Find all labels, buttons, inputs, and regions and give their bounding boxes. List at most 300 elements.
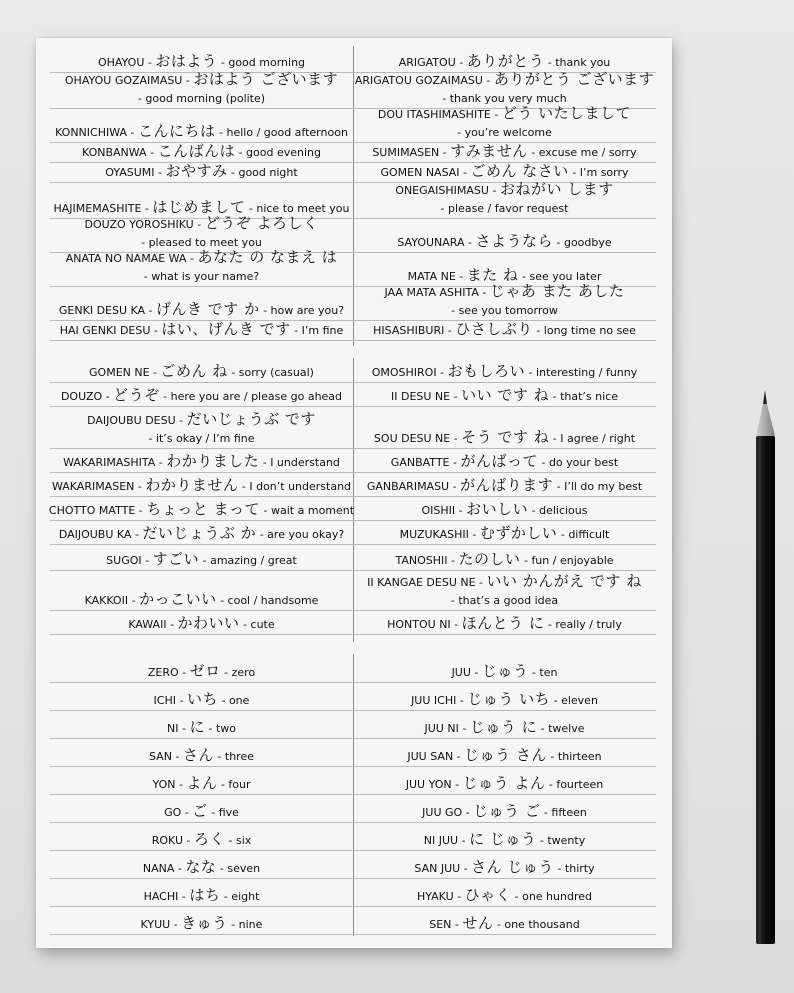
romaji-text: SUGOI	[106, 554, 142, 568]
separator-dash: -	[183, 834, 194, 848]
romaji-text: JAA MATA ASHITA	[384, 286, 479, 300]
separator-dash: -	[102, 390, 114, 404]
meaning-text: really / truly	[555, 618, 622, 632]
separator-dash: -	[220, 666, 232, 680]
romaji-text: KYUU	[140, 918, 171, 932]
kana-text: おはよう	[155, 52, 218, 71]
meaning-text: goodbye	[563, 236, 612, 250]
kana-text: ご	[192, 802, 208, 821]
meaning-text: that’s nice	[560, 390, 618, 404]
meaning-text: delicious	[539, 504, 588, 518]
separator-dash: -	[127, 126, 138, 140]
meaning-text: nine	[238, 918, 263, 932]
kana-text: はち	[189, 886, 221, 905]
romaji-text: OHAYOU	[97, 56, 145, 70]
romaji-text: HONTOU NI	[387, 618, 451, 632]
table-row	[50, 544, 656, 571]
meaning-text: please / favor request	[448, 202, 569, 216]
romaji-text: ZERO	[147, 666, 179, 680]
separator-dash: -	[150, 324, 162, 338]
meaning-text: thank you	[555, 56, 611, 70]
entry-line	[149, 746, 254, 764]
entry-line	[422, 802, 587, 820]
meaning-text: thirty	[564, 862, 595, 876]
vocab-entry	[353, 878, 656, 906]
romaji-text: DOU ITASHIMASHITE	[377, 108, 491, 122]
vocab-entry	[353, 906, 656, 934]
kana-text: に じゅう	[469, 830, 537, 849]
entry-line	[60, 320, 344, 338]
separator-dash: -	[131, 528, 143, 542]
entry-line	[391, 386, 618, 404]
meaning-text: one thousand	[504, 918, 580, 932]
separator-dash: -	[537, 456, 549, 470]
vocab-entry	[353, 252, 656, 286]
kana-text: がんばります	[460, 476, 554, 495]
kana-text: じゅう さん	[464, 746, 547, 765]
vocab-entry	[50, 496, 353, 520]
numbers-section	[50, 654, 656, 936]
meaning-text: interesting / funny	[536, 366, 638, 380]
entry-line	[82, 142, 321, 160]
separator-dash: -	[459, 166, 471, 180]
separator-dash: -	[175, 414, 187, 428]
romaji-text: DAIJOUBU DESU	[87, 414, 176, 428]
separator-dash: -	[450, 390, 462, 404]
separator-dash: -	[186, 252, 198, 266]
kana-text: わかりません	[145, 476, 239, 495]
vocab-entry	[353, 448, 656, 472]
separator-dash: -	[220, 890, 232, 904]
meaning-text: do your best	[548, 456, 619, 470]
meaning-text: one hundred	[522, 890, 592, 904]
entry-line-2	[441, 198, 569, 216]
entry-line	[148, 662, 255, 680]
entry-line	[421, 500, 587, 518]
separator-dash: -	[550, 694, 562, 708]
separator-dash: -	[557, 528, 569, 542]
entry-line	[59, 300, 344, 318]
vocab-entry	[353, 610, 656, 634]
meaning-text: pleased to meet you	[148, 236, 262, 250]
separator-dash: -	[568, 166, 580, 180]
separator-dash: -	[207, 806, 219, 820]
romaji-text: JUU GO	[422, 806, 463, 820]
kana-text: ひゃく	[464, 886, 512, 905]
separator-dash: -	[520, 554, 532, 568]
kana-text: さん じゅう	[471, 858, 554, 877]
vocab-entry	[353, 72, 656, 108]
kana-text: ごめん なさい	[470, 162, 569, 181]
entry-line	[164, 802, 239, 820]
table-row	[50, 906, 656, 935]
entry-line	[395, 550, 613, 568]
table-row	[50, 570, 656, 611]
separator-dash: -	[146, 146, 158, 160]
separator-dash: -	[460, 862, 472, 876]
separator-dash: -	[159, 390, 171, 404]
kana-text: げんき です か	[156, 300, 260, 319]
separator-dash: -	[458, 722, 470, 736]
romaji-text: JUU NI	[424, 722, 459, 736]
romaji-text: WAKARIMASHITA	[63, 456, 156, 470]
separator-dash: -	[149, 366, 161, 380]
romaji-text: NI JUU	[423, 834, 459, 848]
romaji-text: TANOSHII	[395, 554, 448, 568]
meaning-text: I’m sorry	[579, 166, 629, 180]
entry-line	[66, 248, 338, 266]
meaning-text: are you okay?	[267, 528, 345, 542]
separator-dash: -	[457, 126, 465, 140]
meaning-text: ten	[539, 666, 558, 680]
meaning-text: one	[228, 694, 250, 708]
kana-text: なな	[185, 858, 217, 877]
entry-line	[452, 662, 558, 680]
entry-line	[425, 718, 585, 736]
meaning-text: thirteen	[557, 750, 602, 764]
separator-dash: -	[527, 146, 539, 160]
entry-line	[128, 614, 274, 632]
separator-dash: -	[171, 750, 183, 764]
meaning-text: that’s a good idea	[458, 594, 559, 608]
vocab-entry	[353, 654, 656, 682]
vocab-entry	[50, 520, 353, 544]
meaning-text: cute	[250, 618, 275, 632]
entry-line	[167, 718, 236, 736]
kana-text: おいしい	[466, 500, 529, 519]
separator-dash: -	[439, 146, 451, 160]
kana-text: だいじょうぶ か	[142, 524, 257, 543]
separator-dash: -	[176, 694, 187, 708]
separator-dash: -	[155, 456, 167, 470]
kana-text: おもしろい	[447, 362, 526, 381]
romaji-text: JUU	[451, 666, 471, 680]
kana-text: せん	[462, 914, 494, 933]
separator-dash: -	[528, 504, 540, 518]
kana-text: いち	[186, 690, 218, 709]
meaning-text: seven	[227, 862, 261, 876]
separator-dash: -	[455, 270, 467, 284]
entry-line	[385, 282, 625, 300]
entry-line	[395, 180, 613, 198]
separator-dash: -	[137, 92, 146, 106]
romaji-text: GOMEN NE	[89, 366, 150, 380]
vocab-entry	[353, 282, 656, 320]
romaji-text: KONBANWA	[81, 146, 147, 160]
entry-line	[429, 914, 580, 932]
romaji-text: ARIGATOU GOZAIMASU	[354, 74, 483, 88]
entry-line	[372, 142, 636, 160]
vocab-entry	[50, 72, 353, 108]
romaji-text: GANBATTE	[390, 456, 450, 470]
romaji-text: GO	[164, 806, 182, 820]
separator-dash: -	[490, 108, 502, 122]
separator-dash: -	[178, 890, 190, 904]
separator-dash: -	[227, 918, 239, 932]
vocab-entry	[353, 766, 656, 794]
entry-line	[52, 476, 351, 494]
romaji-text: GENKI DESU KA	[58, 304, 146, 318]
separator-dash: -	[462, 806, 474, 820]
separator-dash: -	[216, 862, 228, 876]
romaji-text: KONNICHIWA	[55, 126, 128, 140]
romaji-text: MUZUKASHII	[399, 528, 469, 542]
separator-dash: -	[449, 480, 461, 494]
romaji-text: HAI GENKI DESU	[59, 324, 151, 338]
romaji-text: II KANGAE DESU NE	[367, 576, 476, 590]
table-row	[50, 738, 656, 767]
separator-dash: -	[175, 778, 187, 792]
vocab-entry	[50, 214, 353, 252]
entry-line	[411, 690, 598, 708]
separator-dash: -	[260, 504, 272, 518]
separator-dash: -	[545, 778, 557, 792]
vocab-entry	[50, 472, 353, 496]
vocab-entry	[353, 496, 656, 520]
kana-text: がんばって	[460, 452, 538, 471]
vocab-entry	[353, 544, 656, 570]
romaji-text: HAJIMEMASHITE	[53, 202, 142, 216]
kana-text: だいじょうぶ です	[186, 410, 316, 429]
vocabulary-sheet	[36, 38, 672, 948]
separator-dash: -	[217, 778, 229, 792]
vocab-entry	[50, 108, 353, 142]
separator-dash: -	[166, 618, 178, 632]
vocab-entry	[50, 248, 353, 286]
separator-dash: -	[148, 432, 156, 446]
romaji-text: YON	[152, 778, 176, 792]
separator-dash: -	[245, 202, 257, 216]
meaning-text: you’re welcome	[464, 126, 552, 140]
vocab-entry	[353, 406, 656, 448]
kana-text: ありがとう	[466, 52, 545, 71]
separator-dash: -	[453, 750, 465, 764]
separator-dash: -	[134, 480, 146, 494]
vocab-entry	[50, 162, 353, 182]
kana-text: よん	[186, 774, 218, 793]
meaning-text: good morning	[228, 56, 306, 70]
vocab-entry	[353, 822, 656, 850]
kana-text: ゼロ	[189, 662, 221, 681]
separator-dash: -	[178, 722, 190, 736]
table-row	[50, 610, 656, 635]
entry-line	[143, 858, 260, 876]
separator-dash: -	[174, 862, 186, 876]
kana-text: どう いたしまして	[501, 104, 632, 123]
entry-line-2	[138, 88, 265, 106]
separator-dash: -	[528, 666, 540, 680]
kana-text: かっこいい	[139, 590, 217, 609]
separator-dash: -	[143, 270, 152, 284]
meaning-text: fun / enjoyable	[531, 554, 614, 568]
meaning-text: nice to meet you	[256, 202, 350, 216]
romaji-text: NANA	[142, 862, 175, 876]
kana-text: おやすみ	[165, 162, 228, 181]
kana-text: すごい	[152, 550, 200, 569]
vocab-entry	[353, 850, 656, 878]
separator-dash: -	[193, 218, 205, 232]
meaning-text: hello / good afternoon	[226, 126, 348, 140]
kana-text: こんばんは	[157, 142, 236, 161]
romaji-text: II DESU NE	[390, 390, 451, 404]
romaji-text: SAN JUU	[414, 862, 461, 876]
romaji-text: OISHII	[421, 504, 456, 518]
table-row	[50, 282, 656, 321]
separator-dash: -	[225, 834, 236, 848]
romaji-text: SOU DESU NE	[373, 432, 451, 446]
meaning-text: excuse me / sorry	[538, 146, 637, 160]
separator-dash: -	[442, 92, 450, 106]
table-row	[50, 520, 656, 545]
entry-line	[61, 386, 342, 404]
kana-text: じゅう ご	[473, 802, 541, 821]
pencil	[754, 390, 776, 948]
vocab-entry	[353, 358, 656, 382]
separator-dash: -	[227, 366, 239, 380]
entry-line	[85, 214, 319, 232]
kana-text: じゅう いち	[467, 690, 551, 709]
separator-dash: -	[536, 834, 548, 848]
vocab-entry	[50, 794, 353, 822]
entry-line-2	[148, 428, 254, 446]
meaning-text: what is your name?	[151, 270, 260, 284]
separator-dash: -	[239, 618, 251, 632]
meaning-text: three	[224, 750, 254, 764]
separator-dash: -	[546, 750, 558, 764]
entry-line	[367, 476, 642, 494]
entry-line	[106, 550, 297, 568]
vocab-entry	[353, 682, 656, 710]
separator-dash: -	[537, 722, 549, 736]
separator-dash: -	[238, 480, 250, 494]
meaning-text: sorry (casual)	[238, 366, 314, 380]
romaji-text: HACHI	[143, 890, 179, 904]
separator-dash: -	[450, 618, 462, 632]
entry-line	[87, 410, 316, 428]
vocab-entry	[353, 104, 656, 142]
romaji-text: ROKU	[151, 834, 184, 848]
meaning-text: twenty	[547, 834, 586, 848]
meaning-text: zero	[231, 666, 256, 680]
separator-dash: -	[553, 236, 564, 250]
kana-text: そう です ね	[461, 428, 550, 447]
vocab-entry	[50, 570, 353, 610]
vocab-entry	[353, 182, 656, 218]
kana-text: ありがとう ございます	[493, 70, 655, 89]
romaji-text: ICHI	[153, 694, 176, 708]
entry-line	[63, 452, 340, 470]
entry-line	[406, 774, 604, 792]
meaning-text: five	[218, 806, 239, 820]
table-row	[50, 104, 656, 143]
meaning-text: long time no see	[543, 324, 636, 338]
entry-line	[417, 886, 592, 904]
kana-text: ごめん ね	[160, 362, 228, 381]
table-row	[50, 850, 656, 879]
separator-dash: -	[259, 304, 271, 318]
separator-dash: -	[290, 324, 302, 338]
vocab-entry	[50, 682, 353, 710]
entry-line-2	[451, 590, 558, 608]
romaji-text: SEN	[429, 918, 452, 932]
vocab-entry	[50, 358, 353, 382]
kana-text: こんにちは	[138, 122, 216, 141]
romaji-text: ANATA NO NAMAE WA	[65, 252, 187, 266]
kana-text: じゅう	[481, 662, 529, 681]
meaning-text: good evening	[246, 146, 321, 160]
entry-line	[152, 774, 250, 792]
kana-text: たのしい	[458, 550, 521, 569]
separator-dash: -	[451, 918, 463, 932]
table-row	[50, 472, 656, 497]
entry-line	[414, 858, 594, 876]
kana-text: さん	[182, 746, 214, 765]
separator-dash: -	[259, 456, 271, 470]
romaji-text: NI	[167, 722, 179, 736]
meaning-text: eleven	[561, 694, 598, 708]
table-row	[50, 320, 656, 341]
entry-line-2	[457, 122, 552, 140]
vocab-entry	[353, 218, 656, 252]
separator-dash: -	[436, 366, 448, 380]
table-row	[50, 382, 656, 407]
entry-line	[424, 830, 585, 848]
separator-dash: -	[532, 324, 544, 338]
kana-text: ろく	[193, 830, 225, 849]
entry-line	[400, 524, 610, 542]
separator-dash: -	[518, 270, 530, 284]
meaning-text: two	[215, 722, 236, 736]
separator-dash: -	[464, 236, 476, 250]
entry-line	[391, 452, 618, 470]
separator-dash: -	[440, 202, 449, 216]
table-row	[50, 794, 656, 823]
meaning-text: I’m fine	[301, 324, 344, 338]
meaning-text: I agree / right	[560, 432, 636, 446]
kana-text: わかりました	[166, 452, 260, 471]
separator-dash: -	[455, 56, 467, 70]
romaji-text: SAN	[148, 750, 172, 764]
kana-text: ひさしぶり	[455, 320, 533, 339]
vocab-entry	[50, 406, 353, 448]
vocab-entry	[50, 610, 353, 634]
entry-line-2	[144, 266, 260, 284]
kana-text: どうぞ	[113, 386, 160, 405]
kana-text: おねがい します	[499, 180, 614, 199]
entry-line	[378, 104, 631, 122]
vocab-entry	[50, 654, 353, 682]
romaji-text: CHOTTO MATTE	[48, 504, 136, 518]
vocab-entry	[50, 878, 353, 906]
separator-dash: -	[544, 618, 556, 632]
separator-dash: -	[488, 184, 500, 198]
table-row	[50, 766, 656, 795]
entry-line	[399, 52, 611, 70]
romaji-text: HISASHIBURI	[373, 324, 445, 338]
romaji-text: DOUZO	[60, 390, 103, 404]
separator-dash: -	[549, 390, 561, 404]
romaji-text: JUU YON	[405, 778, 452, 792]
separator-dash: -	[181, 806, 193, 820]
entry-line	[59, 524, 344, 542]
kana-text: に	[189, 718, 205, 737]
entry-line	[397, 232, 611, 250]
separator-dash: -	[553, 862, 565, 876]
separator-dash: -	[549, 432, 561, 446]
vocab-entry	[50, 448, 353, 472]
vocab-entry	[50, 822, 353, 850]
kana-text: さようなら	[475, 232, 553, 251]
